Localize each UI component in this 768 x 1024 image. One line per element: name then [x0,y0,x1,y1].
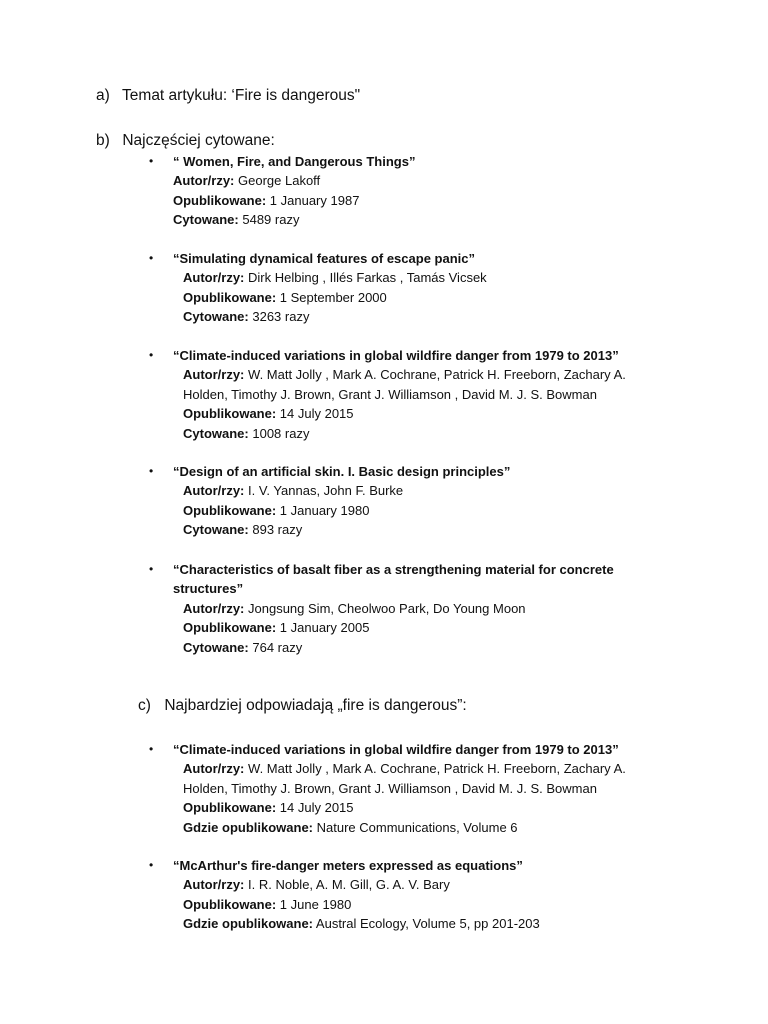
published-label: Opublikowane: [183,800,277,816]
section-a-heading [96,86,360,106]
entry-published: 1 January 2005 [279,620,370,636]
entry-cited: 1008 razy [252,425,310,441]
cited-entry-1 [149,152,416,230]
cited-entry-4 [149,462,511,540]
entry-author: W. Matt Jolly , Mark A. Cochrane, Patrick H. Freeborn, Zachary A. Holden, Timothy J. Brown, Grant J. Williamson , David M. J. S. Bowman [183,761,626,796]
entry-title: “Characteristics of basalt fiber as a strengthening material for concrete structures” [173,562,614,597]
published-label: Opublikowane: [183,620,277,636]
entry-where: Nature Communications, Volume 6 [316,819,518,835]
section-c-heading [138,696,467,716]
entry-author: I. R. Noble, A. M. Gill, G. A. V. Bary [248,877,450,893]
published-label: Opublikowane: [183,502,277,518]
entry-cited-row [183,520,510,539]
entry-author: I. V. Yannas, John F. Burke [248,483,404,499]
published-label: Opublikowane: [183,406,277,422]
entry-published-row [183,501,510,520]
entry-published: 14 July 2015 [279,800,354,816]
published-label: Opublikowane: [183,289,277,305]
where-label: Gdzie opublikowane: [183,819,314,835]
bullet-icon: • [149,562,154,576]
entry-title: “Simulating dynamical features of escape panic” [173,251,475,266]
entry-author-row [183,759,673,798]
author-label: Autor/rzy: [183,367,245,383]
bullet-icon: • [149,348,154,362]
entry-published: 1 September 2000 [279,289,387,305]
entry-published-row [173,191,415,210]
author-label: Autor/rzy: [183,600,245,616]
cited-entry-2 [149,249,487,327]
entry-title: “Climate-induced variations in global wildfire danger from 1979 to 2013” [173,742,619,757]
cited-entry-3 [149,346,673,443]
entry-cited-row [183,307,487,326]
published-label: Opublikowane: [173,192,267,208]
bullet-icon: • [149,858,154,872]
bullet-icon: • [149,154,154,168]
cited-label: Cytowane: [173,212,239,228]
bullet-icon: • [149,464,154,478]
entry-author: Jongsung Sim, Cheolwoo Park, Do Young Moon [248,600,526,616]
entry-published-row [183,895,540,914]
entry-cited: 5489 razy [242,212,300,228]
entry-published-row [183,288,487,307]
entry-published-row [183,618,643,637]
bullet-icon: • [149,251,154,265]
entry-author-row [183,365,673,404]
cited-entry-5 [149,560,643,657]
entry-cited-row [173,210,415,229]
entry-author: Dirk Helbing , Illés Farkas , Tamás Vicsek [248,270,487,286]
entry-title: “Design of an artificial skin. I. Basic design principles” [173,464,511,479]
section-c-label: c) [138,697,151,714]
entry-published: 1 January 1980 [279,502,370,518]
published-label: Opublikowane: [183,896,277,912]
author-label: Autor/rzy: [183,877,245,893]
entry-cited: 893 razy [252,522,303,538]
entry-title: “ Women, Fire, and Dangerous Things” [173,154,416,169]
cited-label: Cytowane: [183,639,249,655]
section-c-text: Najbardziej odpowiadają „fire is dangerous”: [164,697,467,714]
author-label: Autor/rzy: [173,173,235,189]
section-a-label: a) [96,87,110,104]
entry-published-row [183,404,673,423]
entry-where: Austral Ecology, Volume 5, pp 201-203 [315,916,540,932]
author-label: Autor/rzy: [183,270,245,286]
entry-author: W. Matt Jolly , Mark A. Cochrane, Patrick H. Freeborn, Zachary A. Holden, Timothy J. Brown, Grant J. Williamson , David M. J. S. Bowman [183,367,626,402]
entry-author-row [183,481,510,500]
entry-author-row [173,171,415,190]
section-b-heading [96,131,275,151]
where-label: Gdzie opublikowane: [183,916,314,932]
entry-cited: 3263 razy [252,309,310,325]
entry-where-row [183,818,673,837]
section-a-text: Temat artykułu: ‘Fire is dangerous" [122,87,361,104]
cited-label: Cytowane: [183,309,249,325]
relevant-entry-2 [149,856,540,934]
entry-cited-row [183,638,643,657]
entry-author: George Lakoff [238,173,321,189]
entry-author-row [183,268,487,287]
entry-title: “McArthur's fire-danger meters expressed as equations” [173,858,523,873]
entry-cited-row [183,424,673,443]
entry-cited: 764 razy [252,639,303,655]
bullet-icon: • [149,742,154,756]
cited-label: Cytowane: [183,522,249,538]
relevant-entry-1 [149,740,673,837]
entry-published-row [183,798,673,817]
entry-published: 1 June 1980 [279,896,352,912]
entry-where-row [183,914,540,933]
cited-label: Cytowane: [183,425,249,441]
section-b-text: Najczęściej cytowane: [122,132,275,149]
entry-author-row [183,875,540,894]
section-b-label: b) [96,132,110,149]
author-label: Autor/rzy: [183,761,245,777]
entry-title: “Climate-induced variations in global wildfire danger from 1979 to 2013” [173,348,619,363]
author-label: Autor/rzy: [183,483,245,499]
entry-published: 14 July 2015 [279,406,354,422]
entry-author-row [183,599,643,618]
entry-published: 1 January 1987 [269,192,360,208]
